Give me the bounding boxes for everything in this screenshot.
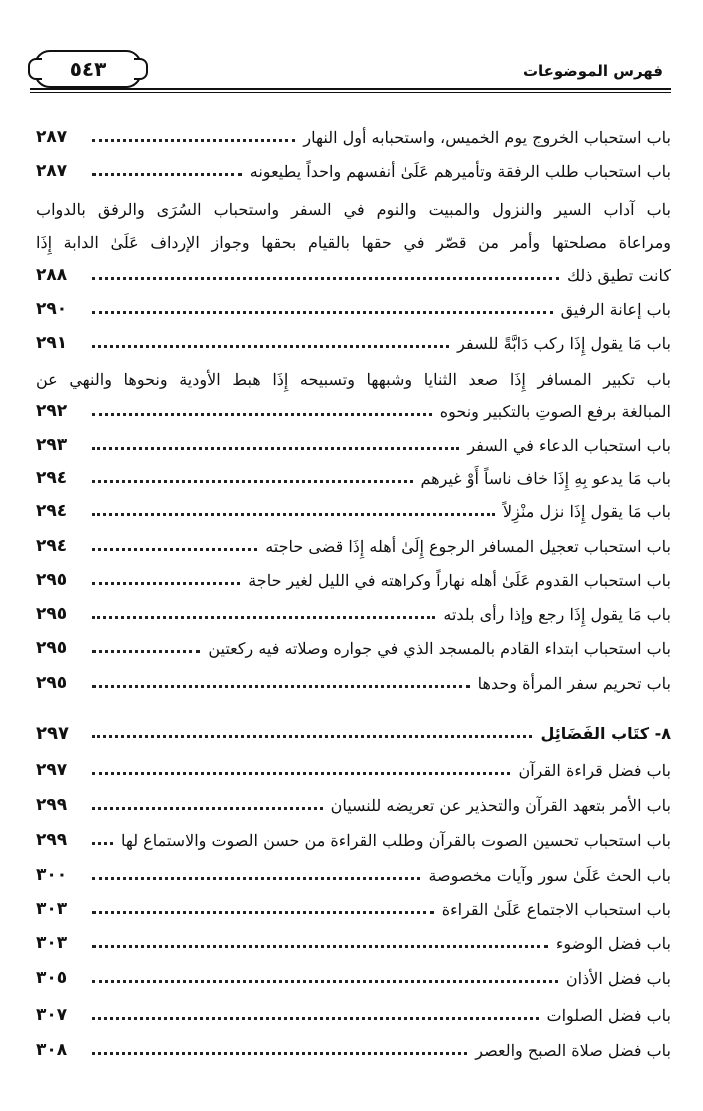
dot-leader xyxy=(92,173,242,176)
entry-title: باب فضل الوضوء xyxy=(555,933,671,953)
entry-title: باب إعانة الرفيق xyxy=(560,299,671,319)
entry-page-number: ٢٩٤ xyxy=(36,536,68,556)
dot-leader xyxy=(92,413,432,416)
dot-leader xyxy=(92,311,553,314)
entry-page-number: ٢٨٧ xyxy=(36,161,68,181)
entry-page-number: ٢٩٥ xyxy=(36,638,68,658)
entry-title: ومراعاة مصلحتها وأمر من قصّر في حقها بالقيام بحقها وجواز الإرداف عَلَىٰ الدابة إِذَا xyxy=(36,232,671,252)
dot-leader xyxy=(92,480,413,483)
toc-entry xyxy=(36,567,671,593)
dot-leader xyxy=(92,772,510,775)
entry-page-number: ٢٩٧ xyxy=(36,760,68,780)
dot-leader xyxy=(92,139,295,142)
entry-title: باب الحث عَلَىٰ سور وآيات مخصوصة xyxy=(428,865,671,885)
entry-title: باب مَا يقول إِذَا نزل منْزِلاً xyxy=(503,501,671,521)
entry-title: باب تكبير المسافر إِذَا صعد الثنايا وشبهها وتسبيحه إِذَا هبط الأودية ونحوها والنهي عن xyxy=(36,369,671,389)
toc-entry xyxy=(36,757,671,783)
entry-title: باب فضل قراءة القرآن xyxy=(518,760,671,780)
entry-title: المبالغة برفع الصوتِ بالتكبير ونحوه xyxy=(439,401,671,421)
dot-leader xyxy=(92,1052,467,1055)
dot-leader xyxy=(92,945,548,948)
dot-leader xyxy=(92,447,459,450)
entry-title: ٨- كتَاب الفَضَائِل xyxy=(540,723,671,743)
entry-page-number: ٢٩٥ xyxy=(36,604,68,624)
toc-entry xyxy=(36,124,671,150)
entry-title: باب استحباب الخروج يوم الخميس، واستحبابه أول النهار xyxy=(303,127,671,147)
entry-page-number: ٣٠٧ xyxy=(36,1005,68,1025)
entry-page-number: ٣٠٣ xyxy=(36,899,68,919)
running-title: فهرس الموضوعات xyxy=(522,62,663,80)
dot-leader xyxy=(92,277,559,280)
entry-title: باب استحباب تحسين الصوت بالقرآن وطلب القراءة من حسن الصوت والاستماع لها xyxy=(120,830,671,850)
toc-entry xyxy=(36,827,671,853)
toc-entry xyxy=(36,930,671,956)
toc-entry xyxy=(36,262,671,288)
entry-page-number: ٢٩٢ xyxy=(36,401,68,421)
entry-page-number: ٢٨٧ xyxy=(36,127,68,147)
toc-entry xyxy=(36,1037,671,1063)
entry-title: باب مَا يدعو بِهِ إِذَا خاف ناساً أَوْ غيرهم xyxy=(420,468,671,488)
toc-entry xyxy=(36,533,671,559)
dot-leader xyxy=(92,616,435,619)
dot-leader xyxy=(92,548,257,551)
page-number-badge xyxy=(34,50,142,88)
entry-page-number: ٢٩٥ xyxy=(36,673,68,693)
dot-leader xyxy=(92,1017,539,1020)
dot-leader xyxy=(92,345,449,348)
toc-entry xyxy=(36,862,671,888)
toc-entry xyxy=(36,465,671,491)
toc-entry xyxy=(36,296,671,322)
entry-title: باب مَا يقول إِذَا ركب دَابَّةً للسفر xyxy=(457,333,671,353)
entry-page-number: ٢٩٧ xyxy=(36,722,69,744)
toc-entry xyxy=(36,635,671,661)
entry-title: باب استحباب القدوم عَلَىٰ أهله نهاراً وكراهته في الليل لغير حاجة xyxy=(248,570,671,590)
dot-leader xyxy=(92,582,240,585)
entry-title: باب استحباب الاجتماع عَلَىٰ القراءة xyxy=(441,899,671,919)
toc-entry xyxy=(36,670,671,696)
entry-page-number: ٢٨٨ xyxy=(36,265,68,285)
toc-entry xyxy=(36,398,671,424)
header-divider-thin xyxy=(30,92,671,93)
entry-title: باب فضل الأذان xyxy=(565,968,671,988)
entry-page-number: ٣٠٥ xyxy=(36,968,68,988)
entry-title: باب فضل الصلوات xyxy=(546,1005,671,1025)
toc-entry xyxy=(36,1002,671,1028)
entry-title: كانت تطيق ذلك xyxy=(566,265,671,285)
entry-page-number: ٢٩٩ xyxy=(36,830,68,850)
dot-leader xyxy=(92,877,420,880)
entry-page-number: ٢٩٠ xyxy=(36,299,68,319)
toc-entry xyxy=(36,896,671,922)
toc-entry xyxy=(36,498,671,524)
header-divider xyxy=(30,88,671,90)
entry-title: باب استحباب طلب الرفقة وتأميرهم عَلَىٰ أنفسهم واحداً يطيعونه xyxy=(249,161,671,181)
page-header xyxy=(30,50,671,90)
entry-title: باب تحريم سفر المرأة وحدها xyxy=(477,673,671,693)
entry-title: باب استحباب تعجيل المسافر الرجوع إِلَىٰ أهله إِذَا قضى حاجته xyxy=(265,536,671,556)
entry-page-number: ٢٩٤ xyxy=(36,468,68,488)
toc-entry xyxy=(36,792,671,818)
entry-page-number: ٢٩٥ xyxy=(36,570,68,590)
entry-page-number: ٢٩١ xyxy=(36,333,68,353)
page-number: ٥٤٣ xyxy=(69,57,107,81)
entry-page-number: ٣٠٠ xyxy=(36,865,68,885)
entry-page-number: ٢٩٣ xyxy=(36,435,68,455)
entry-page-number: ٣٠٨ xyxy=(36,1040,68,1060)
entry-page-number: ٢٩٩ xyxy=(36,795,68,815)
toc-entry xyxy=(36,432,671,458)
entry-title: باب استحباب ابتداء القادم بالمسجد الذي في جواره وصلاته فيه ركعتين xyxy=(208,638,671,658)
entry-title: باب مَا يقول إِذَا رجع وإذا رأى بلدته xyxy=(443,604,671,624)
entry-title: باب الأمر بتعهد القرآن والتحذير عن تعريضه للنسيان xyxy=(330,795,671,815)
entry-page-number: ٢٩٤ xyxy=(36,501,68,521)
dot-leader xyxy=(92,807,323,810)
dot-leader xyxy=(92,650,200,653)
dot-leader xyxy=(92,735,532,738)
entry-title: باب آداب السير والنزول والمبيت والنوم في السفر واستحباب السُرَى والرفق بالدواب xyxy=(36,199,671,219)
toc-entry xyxy=(36,158,671,184)
toc-entry xyxy=(36,330,671,356)
toc-entry xyxy=(36,196,671,222)
toc-entry xyxy=(36,229,671,255)
toc-entry xyxy=(36,366,671,392)
entry-page-number: ٣٠٣ xyxy=(36,933,68,953)
dot-leader xyxy=(92,842,113,845)
section-heading xyxy=(36,720,671,746)
entry-title: باب استحباب الدعاء في السفر xyxy=(467,435,671,455)
toc-entry xyxy=(36,965,671,991)
dot-leader xyxy=(92,513,495,516)
dot-leader xyxy=(92,911,434,914)
dot-leader xyxy=(92,980,558,983)
toc-entry xyxy=(36,601,671,627)
dot-leader xyxy=(92,685,470,688)
entry-title: باب فضل صلاة الصبح والعصر xyxy=(475,1040,671,1060)
